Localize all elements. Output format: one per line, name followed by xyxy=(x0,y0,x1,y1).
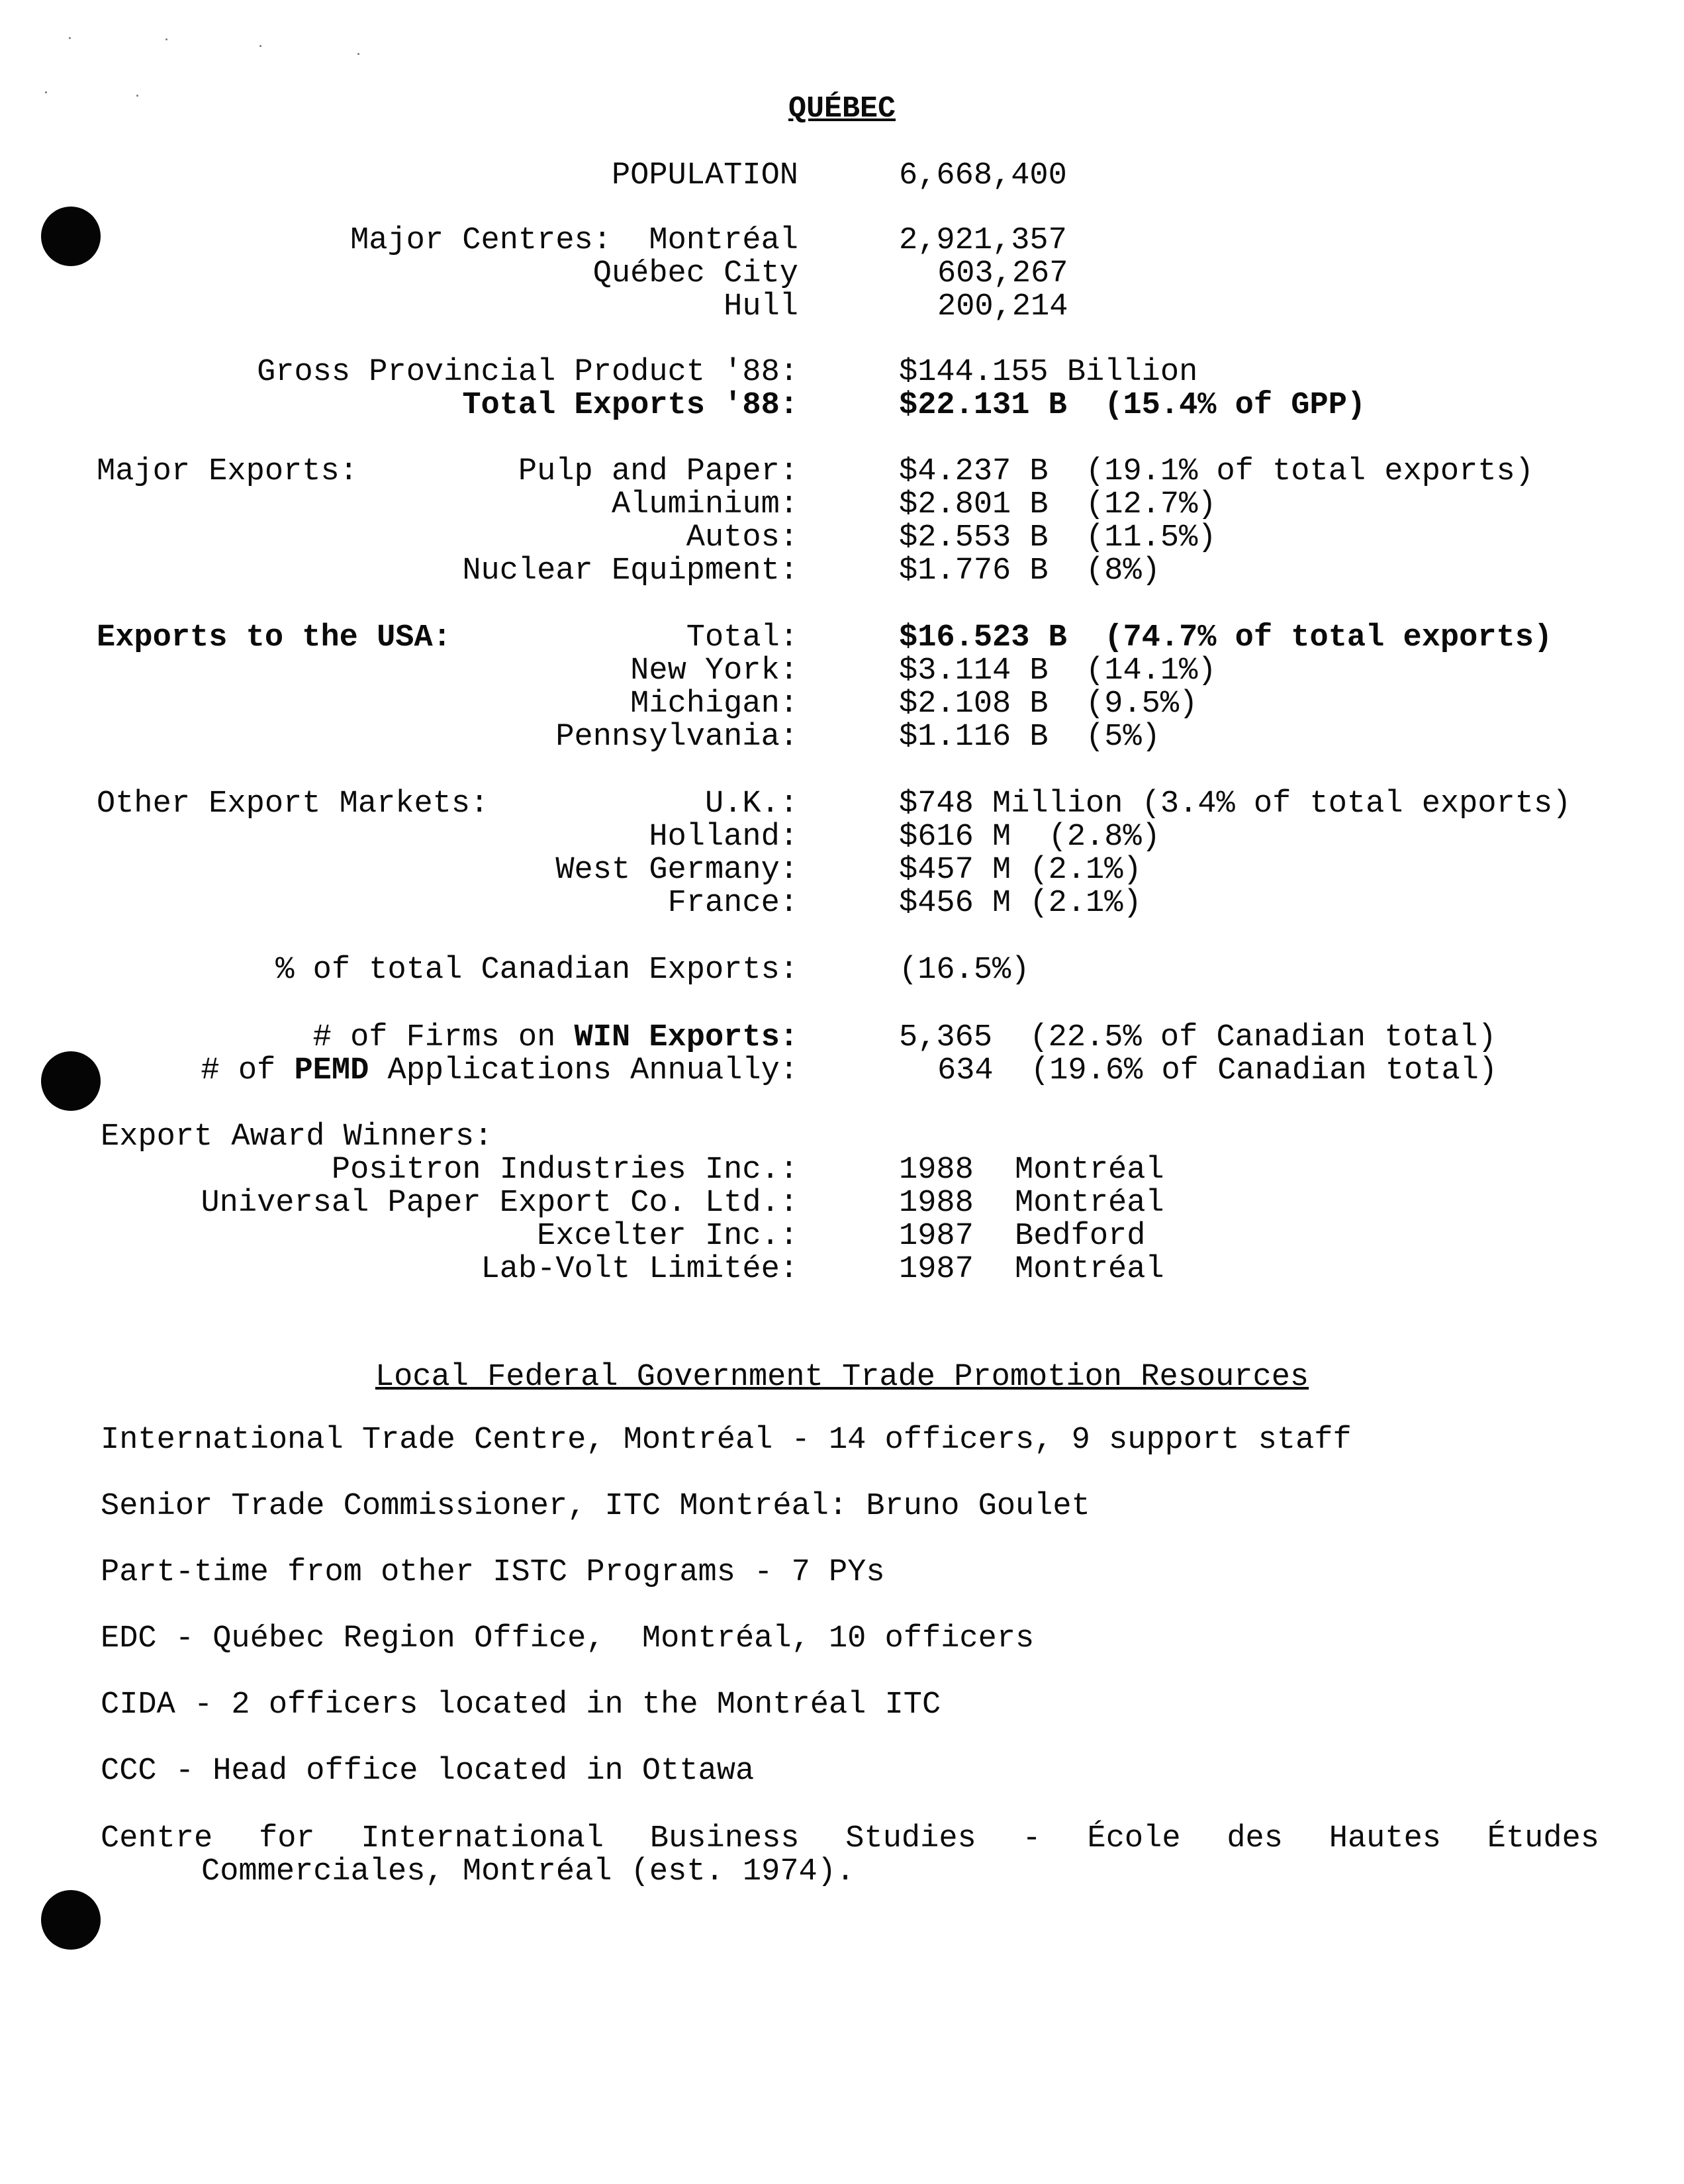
export-value: $2.553 B (11.5%) xyxy=(899,520,1217,555)
centre-value: 2,921,357 xyxy=(899,223,1067,258)
export-label: Nuclear Equipment: xyxy=(462,553,798,589)
usa-label: Pennsylvania: xyxy=(555,720,798,755)
gpp-row xyxy=(0,356,1684,390)
market-label: Holland: xyxy=(649,820,798,855)
market-value: $616 M (2.8%) xyxy=(899,820,1160,855)
award-row xyxy=(0,1186,1684,1221)
award-year: 1988 xyxy=(899,1153,974,1188)
gpp-label: Gross Provincial Product '88: xyxy=(257,355,798,390)
punch-hole xyxy=(41,1890,101,1950)
centre-row xyxy=(0,257,1684,291)
page-title: QUÉBEC xyxy=(788,92,896,126)
major-centres-label: Major Centres: xyxy=(350,223,612,258)
population-label: POPULATION xyxy=(611,158,798,193)
other-market-row xyxy=(0,886,1684,921)
pemd-label-prefix: # of xyxy=(201,1053,295,1088)
win-value: 5,365 (22.5% of Canadian total) xyxy=(899,1020,1497,1055)
market-label: France: xyxy=(667,886,798,921)
usa-value: $3.114 B (14.1%) xyxy=(899,653,1217,688)
centre-value: 603,267 xyxy=(937,256,1068,291)
award-company: Excelter Inc.: xyxy=(537,1219,798,1254)
centre-label: Hull xyxy=(724,289,798,324)
export-label: Pulp and Paper: xyxy=(518,454,798,489)
win-label-prefix: # of Firms on xyxy=(312,1020,575,1055)
other-market-row xyxy=(0,853,1684,888)
award-row xyxy=(0,1153,1684,1188)
other-market-row xyxy=(0,787,1684,822)
export-label: Autos: xyxy=(686,520,798,555)
resource-line: Senior Trade Commissioner, ITC Montréal: Bruno Goulet xyxy=(101,1489,1090,1524)
canadian-share-row xyxy=(0,953,1684,988)
award-place: Montréal xyxy=(1015,1153,1164,1188)
awards-header-row xyxy=(0,1120,1684,1155)
other-markets-label: Other Export Markets: xyxy=(97,786,489,822)
awards-label: Export Award Winners: xyxy=(101,1119,493,1155)
market-value: $748 Million (3.4% of total exports) xyxy=(899,786,1571,822)
other-market-row xyxy=(0,820,1684,855)
export-value: $4.237 B (19.1% of total exports) xyxy=(899,454,1534,489)
scan-speck xyxy=(69,37,71,39)
export-label: Aluminium: xyxy=(611,487,798,522)
population-row xyxy=(0,159,1684,193)
usa-export-row xyxy=(0,720,1684,755)
canadian-share-value: (16.5%) xyxy=(899,953,1030,988)
award-place: Montréal xyxy=(1015,1186,1164,1221)
award-row xyxy=(0,1219,1684,1254)
resource-line-continued: Commerciales, Montréal (est. 1974). xyxy=(201,1854,855,1889)
market-value: $457 M (2.1%) xyxy=(899,853,1142,888)
usa-label: Total: xyxy=(686,620,798,655)
award-place: Bedford xyxy=(1015,1219,1146,1254)
usa-export-row xyxy=(0,654,1684,688)
centre-value: 200,214 xyxy=(937,289,1068,324)
centre-row xyxy=(0,290,1684,324)
gpp-value: $144.155 Billion xyxy=(899,355,1198,390)
usa-value: $1.116 B (5%) xyxy=(899,720,1160,755)
market-label: West Germany: xyxy=(555,853,798,888)
scan-speck xyxy=(259,45,261,47)
win-label-bold: WIN Exports: xyxy=(574,1020,798,1055)
award-company: Universal Paper Export Co. Ltd.: xyxy=(201,1186,798,1221)
major-export-row xyxy=(0,455,1684,489)
market-value: $456 M (2.1%) xyxy=(899,886,1142,921)
pemd-label-bold: PEMD xyxy=(294,1053,369,1088)
canadian-share-label: % of total Canadian Exports: xyxy=(275,953,798,988)
centre-label: Montréal xyxy=(649,223,798,258)
major-export-row xyxy=(0,521,1684,555)
resource-line: EDC - Québec Region Office, Montréal, 10 officers xyxy=(101,1621,1035,1656)
award-row xyxy=(0,1253,1684,1287)
major-export-row xyxy=(0,488,1684,522)
export-value: $1.776 B (8%) xyxy=(899,553,1160,589)
award-year: 1987 xyxy=(899,1219,974,1254)
resources-heading: Local Federal Government Trade Promotion Resources xyxy=(375,1360,1309,1395)
population-value: 6,668,400 xyxy=(899,158,1067,193)
pemd-row xyxy=(0,1054,1684,1088)
usa-export-row xyxy=(0,621,1684,655)
major-exports-label: Major Exports: xyxy=(97,454,358,489)
total-exports-value: $22.131 B (15.4% of GPP) xyxy=(899,388,1366,423)
scan-speck xyxy=(165,38,167,40)
usa-value: $2.108 B (9.5%) xyxy=(899,687,1198,722)
award-year: 1988 xyxy=(899,1186,974,1221)
award-year: 1987 xyxy=(899,1252,974,1287)
market-label: U.K.: xyxy=(704,786,798,822)
pemd-label-suffix: Applications Annually: xyxy=(369,1053,798,1088)
scan-speck xyxy=(357,53,359,55)
total-exports-label: Total Exports '88: xyxy=(462,388,798,423)
resource-line: Centre for International Business Studies - École des Hautes Études xyxy=(101,1821,1599,1856)
resource-line: International Trade Centre, Montréal - 14 officers, 9 support staff xyxy=(101,1423,1352,1458)
centre-row xyxy=(0,224,1684,258)
win-row xyxy=(0,1021,1684,1055)
total-exports-row xyxy=(0,389,1684,423)
resource-line: CIDA - 2 officers located in the Montréal ITC xyxy=(101,1687,941,1723)
award-company: Lab-Volt Limitée: xyxy=(481,1252,798,1287)
award-company: Positron Industries Inc.: xyxy=(331,1153,798,1188)
usa-label: Michigan: xyxy=(630,687,798,722)
usa-export-row xyxy=(0,687,1684,722)
centre-label: Québec City xyxy=(592,256,798,291)
award-place: Montréal xyxy=(1015,1252,1164,1287)
exports-usa-label: Exports to the USA: xyxy=(97,620,451,655)
resource-line: Part-time from other ISTC Programs - 7 PYs xyxy=(101,1555,885,1590)
usa-value: $16.523 B (74.7% of total exports) xyxy=(899,620,1553,655)
pemd-value: 634 (19.6% of Canadian total) xyxy=(937,1053,1498,1088)
export-value: $2.801 B (12.7%) xyxy=(899,487,1217,522)
usa-label: New York: xyxy=(630,653,798,688)
resource-line: CCC - Head office located in Ottawa xyxy=(101,1754,755,1789)
major-export-row xyxy=(0,554,1684,589)
